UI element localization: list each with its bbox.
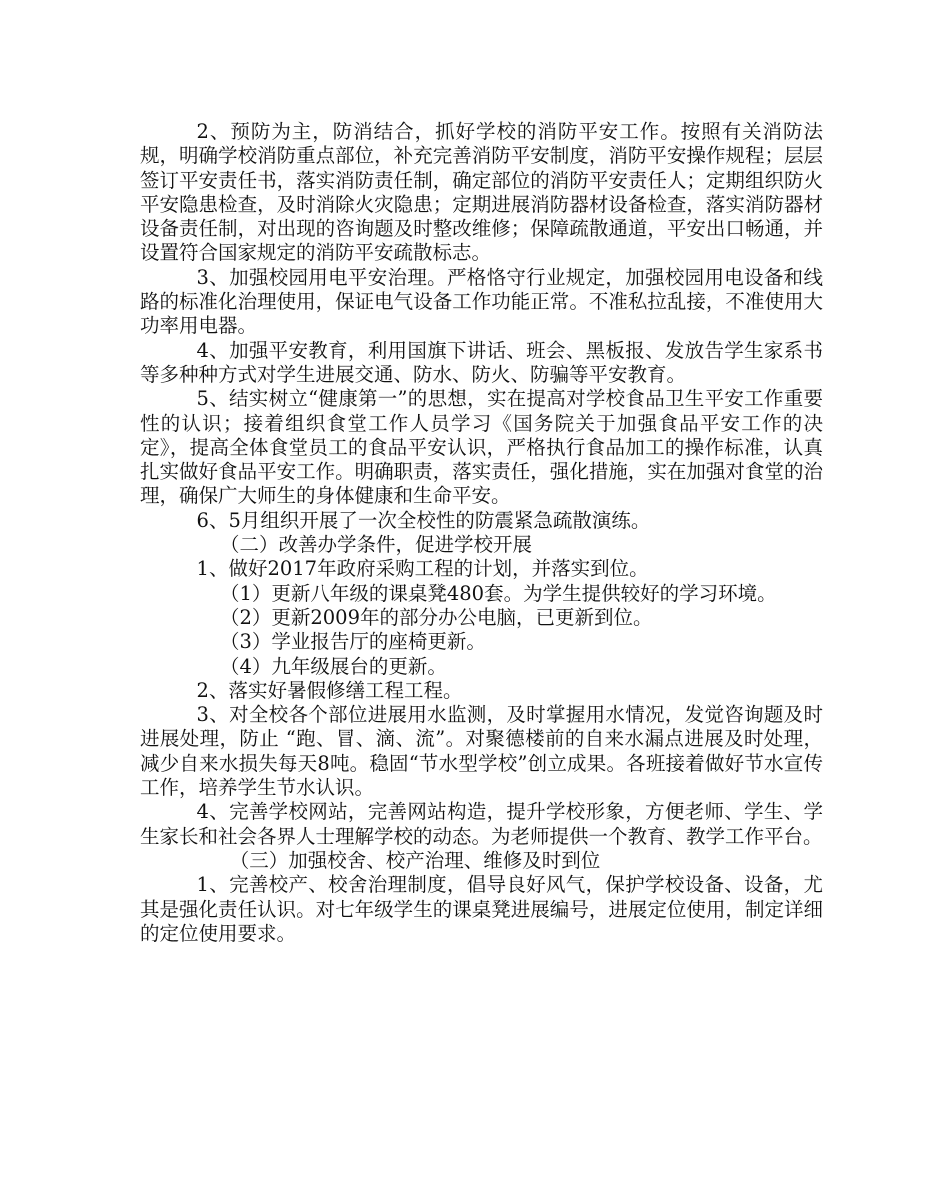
section-heading-maintenance: （三）加强校舍、校产治理、维修及时到位 (229, 848, 601, 872)
paragraph-safety-education: 4、加强平安教育，利用国旗下讲话、班会、黑板报、发放告学生家系书等多种种方式对学生进展交通、防水、防火、防骗等平安教育。 (140, 338, 823, 386)
paragraph-website: 4、完善学校网站，完善网站构造，提升学校形象，方便老师、学生、学生家长和社会各界人士理解学校的动态。为老师提供一个教育、教学工作平台。 (140, 800, 823, 848)
paragraph-summer-repair: 2、落实好暑假修缮工程工程。 (196, 678, 463, 702)
list-item-display-stand: （4）九年级展台的更新。 (219, 654, 447, 678)
paragraph-food-safety: 5、结实树立“健康第一”的思想，实在提高对学校食品卫生平安工作重要性的认识；接着组织食堂工作人员学习《国务院关于加强食品平安工作的决定》，提高全体食堂员工的食品平安认识，严格执行食品加工的操作标准，认真扎实做好食品平安工作。明确职责，落实责任，强化措施，实在加强对食堂的治理，确保广大师生的身体健康和生命平安。 (140, 387, 823, 508)
document-body (140, 120, 823, 946)
list-item-computers: （2）更新2009年的部分办公电脑，已更新到位。 (219, 605, 653, 629)
paragraph-electricity-safety: 3、加强校园用电平安治理。严格恪守行业规定，加强校园用电设备和线路的标准化治理使用，保证电气设备工作功能正常。不准私拉乱接，不准使用大功率用电器。 (140, 265, 823, 338)
paragraph-procurement: 1、做好2017年政府采购工程的计划，并落实到位。 (196, 557, 649, 581)
list-item-desks: （1）更新八年级的课桌凳480套。为学生提供较好的学习环境。 (219, 581, 777, 605)
list-item-seats: （3）学业报告厅的座椅更新。 (219, 630, 486, 654)
paragraph-water-monitoring: 3、对全校各个部位进展用水监测，及时掌握用水情况，发觉咨询题及时进展处理，防止 “跑、冒、滴、流”。对聚德楼前的自来水漏点进展及时处理，减少自来水损失每天8吨。稳固“节水型学校”创立成果。各班接着做好节水宣传工作，培养学生节水认识。 (140, 703, 823, 800)
paragraph-asset-management: 1、完善校产、校舍治理制度，倡导良好风气，保护学校设备、设备，尤其是强化责任认识。对七年级学生的课桌凳进展编号，进展定位使用，制定详细的定位使用要求。 (140, 873, 823, 945)
paragraph-earthquake-drill: 6、5月组织开展了一次全校性的防震紧急疏散演练。 (196, 508, 651, 532)
section-heading-conditions: （二）改善办学条件，促进学校开展 (219, 533, 532, 557)
paragraph-fire-safety: 2、预防为主，防消结合，抓好学校的消防平安工作。按照有关消防法规，明确学校消防重点部位，补充完善消防平安制度，消防平安操作规程；层层签订平安责任书，落实消防责任制，确定部位的消防平安责任人；定期组织防火平安隐患检查，及时消除火灾隐患；定期进展消防器材设备检查，落实消防器材设备责任制，对出现的咨询题及时整改维修；保障疏散通道，平安出口畅通，并设置符合国家规定的消防平安疏散标志。 (140, 120, 823, 265)
